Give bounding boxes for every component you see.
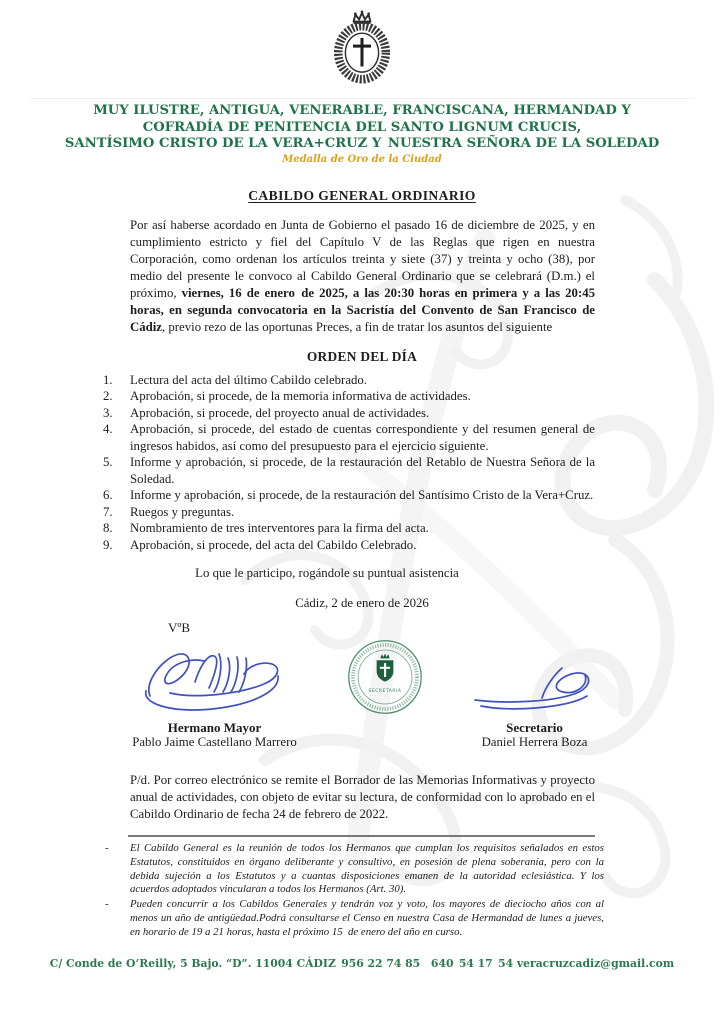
intro-text-post: , previo rezo de las oportunas Preces, a fin de tratar los asuntos del siguiente: [162, 319, 553, 334]
secretaria-stamp: [346, 638, 424, 721]
footnote-dash: -: [105, 842, 109, 854]
agenda-item: [103, 454, 595, 487]
postscript-paragraph: P/d. Por correo electrónico se remite el Borrador de las Memorias Informativas y proyecto anual de actividades, con objeto de evitar su lectura, de conformidad con lo aprobado en el Cabildo Ordinario de fecha 24 de febrero de 2022.: [130, 773, 595, 821]
signature-role: Secretario: [506, 720, 563, 735]
signature-role: Hermano Mayor: [167, 720, 262, 735]
brotherhood-emblem-icon: [324, 8, 400, 84]
intro-text-bold: viernes, 16 de enero de 2025, a las 20:30 horas en primera y a las 20:45 horas, en segunda convocatoria en la Sacristía del Convento de San Francisco de Cádiz: [130, 285, 595, 334]
org-subtitle: Medalla de Oro de la Ciudad: [282, 153, 442, 165]
dateline: Cádiz, 2 de enero de 2026: [295, 596, 429, 610]
org-name-line-3: SANTÍSIMO CRISTO DE LA VERA+CRUZ Y NUESTRA SEÑORA DE LA SOLEDAD: [64, 136, 660, 151]
signature-name: Daniel Herrera Boza: [481, 735, 588, 749]
signature-area: [0, 638, 724, 766]
stamp-label: SECRETARIA: [368, 688, 402, 694]
agenda-item-text: Nombramiento de tres interventores para la firma del acta.: [130, 521, 429, 535]
footnote-dash: -: [105, 898, 109, 911]
org-name-line-1: MUY ILUSTRE, ANTIGUA, VENERABLE, FRANCISCANA, HERMANDAD Y: [93, 103, 631, 118]
separator-line: [128, 835, 595, 837]
document-title-row: [0, 187, 724, 204]
agenda-item-number: [103, 504, 130, 521]
document-title: CABILDO GENERAL ORDINARIO: [248, 187, 476, 203]
hermano-mayor-signature-icon: [140, 644, 290, 716]
vob-mark: VºB: [168, 620, 191, 635]
signature-block-secretario: [432, 644, 637, 750]
agenda-item-text: Aprobación, si procede, del proyecto anual de actividades.: [130, 405, 430, 420]
footnote: [105, 898, 604, 939]
org-name-line-2: COFRADÍA DE PENITENCIA DEL SANTO LIGNUM CRUCIS,: [142, 119, 582, 135]
signature-block-hermano-mayor: [112, 644, 317, 750]
agenda-item-text: Informe y aprobación, si procede, de la restauración del Santísimo Cristo de la Vera+Cruz.: [130, 488, 594, 502]
agenda-item: [103, 421, 595, 454]
secretaria-stamp-icon: [346, 638, 424, 716]
agenda-item-text: Aprobación, si procede, de la memoria informativa de actividades.: [130, 389, 471, 403]
agenda-item-number: [103, 520, 130, 537]
secretario-signature-icon: [465, 658, 605, 716]
agenda-item-number: [103, 388, 130, 405]
agenda-item: [103, 405, 595, 422]
footer-contact: C/ Conde de O’Reilly, 5 Bajo. “D”. 11004 CÁDIZ 956 22 74 85 640 54 17 54 veracruzcadiz@gmail.com: [49, 957, 675, 970]
intro-text-pre: Por así haberse acordado en Junta de Gobierno el pasado 16 de diciembre de 2025, y en cumplimiento estricto y fiel del Capítulo V de las Reglas que rigen en nuestra Corporación, como ordenan los artículos treinta y siete (37) y treinta y ocho (38), por medio del presente le convoco al Cabildo General Ordinario que se celebrará (D.m.) el próximo,: [130, 217, 595, 300]
agenda-item: [103, 520, 595, 537]
agenda-item: [103, 388, 595, 405]
footnote: [105, 842, 604, 897]
footnote-text: Pueden concurrir a los Cabildos Generales y tendrán voz y voto, los mayores de dieciocho años con al menos un año de antigüedad.Podrá consultarse el Censo en nuestra Casa de Hermandad de lunes a jueves, en horario de 19 a 21 horas, hasta el próximo 15 de enero del año en curso.: [130, 898, 604, 938]
agenda-item-text: Ruegos y preguntas.: [130, 504, 235, 519]
agenda-item: [103, 537, 595, 554]
agenda-item-number: [103, 537, 130, 554]
agenda-item-number: [103, 487, 130, 504]
header-emblem: [0, 8, 724, 89]
signature-name: Pablo Jaime Castellano Marrero: [132, 735, 297, 749]
footnote-text: El Cabildo General es la reunión de todos los Hermanos que cumplan los requisitos señalados en estos Estatutos, constituidos en órgano deliberante y consultivo, en posesión de plena soberanía, pero con la debida sujeción a los Estatutos y a cuantas disposiciones emanen de la autoridad eclesiástica. Y los acuerdos adoptados vincularan a todos los Hermanos (Art. 30).: [130, 842, 604, 896]
agenda-heading: ORDEN DEL DÍA: [306, 348, 418, 364]
agenda-item-number: [103, 372, 130, 389]
participation-line: Lo que le participo, rogándole su puntual asistencia: [195, 566, 459, 580]
agenda-item-number: [103, 454, 130, 487]
agenda-item-text: Aprobación, si procede, del estado de cuentas correspondiente y del resumen general de ingresos habidos, así como del presupuesto para el ejercicio siguiente.: [130, 422, 595, 453]
agenda-item-number: [103, 421, 130, 454]
agenda-item-text: Lectura del acta del último Cabildo celebrado.: [130, 372, 367, 387]
agenda-item-text: Aprobación, si procede, del acta del Cabildo Celebrado.: [130, 537, 417, 552]
agenda-item-text: Informe y aprobación, si procede, de la restauración del Retablo de Nuestra Señora de la Soledad.: [130, 455, 595, 486]
agenda-list: [103, 372, 595, 554]
agenda-item: [103, 372, 595, 389]
org-name: [30, 98, 694, 153]
intro-paragraph: [130, 217, 595, 336]
agenda-item: [103, 504, 595, 521]
agenda-item-number: [103, 405, 130, 422]
footnotes: [105, 842, 604, 940]
agenda-item: [103, 487, 595, 504]
